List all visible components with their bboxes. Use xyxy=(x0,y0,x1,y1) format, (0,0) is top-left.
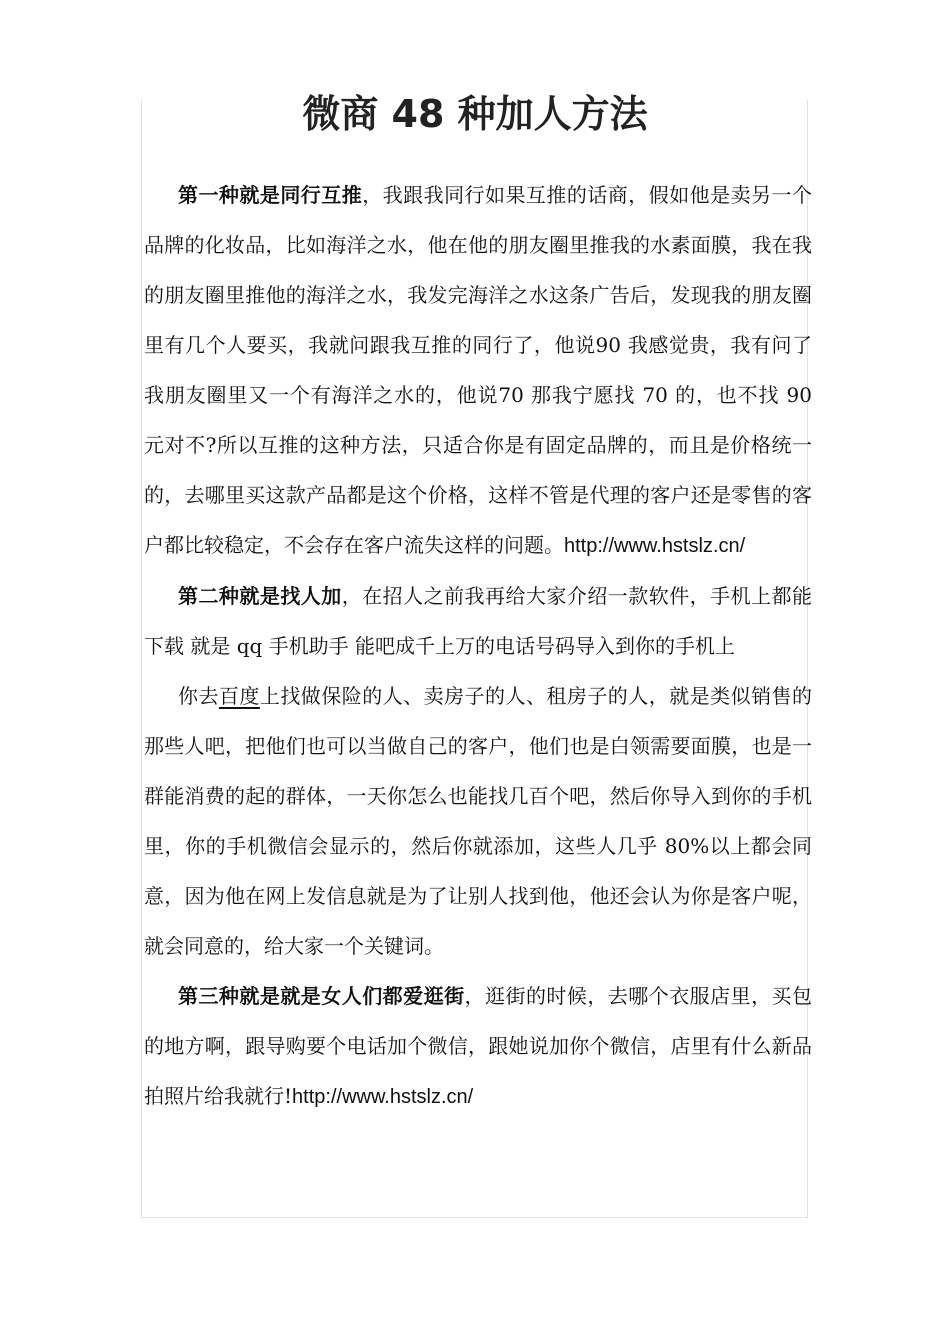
paragraph-3-text: 上找做保险的人、卖房子的人、租房子的人，就是类似销售的那些人吧，把他们也可以当做自己的客户，他们也是白领需要面膜，也是一群能消费的起的群体，一天你怎么也能找几百个吧，然后你导入到你的手机里，你的手机微信会显示的，然后你就添加，这些人几乎 80%以上都会同意，因为他在网上发信息就是为了让别人找到他，他还会认为你是客户呢，就会同意的，给大家一个关键词。 xyxy=(144,684,813,958)
paragraph-2 xyxy=(144,571,812,671)
paragraph-1-link[interactable]: http://www.hstslz.cn/ xyxy=(564,535,746,557)
paragraph-2-text: ，在招人之前我再给大家介绍一款软件，手机上都能下载 就是 qq 手机助手 能吧成千上万的电话号码导入到你的手机上 xyxy=(144,584,813,658)
paragraph-1 xyxy=(144,170,812,571)
document-body xyxy=(144,170,812,1122)
paragraph-1-lead: 第一种就是同行互推 xyxy=(178,183,363,207)
paragraph-4-link[interactable]: http://www.hstslz.cn/ xyxy=(292,1086,474,1108)
paragraph-3 xyxy=(144,671,812,971)
paragraph-3-before: 你去 xyxy=(178,684,219,708)
paragraph-4 xyxy=(144,971,812,1122)
paragraph-4-text: ，逛街的时候，去哪个衣服店里，买包的地方啊，跟导购要个电话加个微信，跟她说加你个微信，店里有什么新品拍照片给我就行! xyxy=(144,984,813,1108)
paragraph-2-lead: 第二种就是找人加 xyxy=(178,584,342,608)
paragraph-3-link-baidu[interactable]: 百度 xyxy=(218,684,260,708)
paragraph-1-text: ，我跟我同行如果互推的话商，假如他是卖另一个品牌的化妆品，比如海洋之水，他在他的朋友圈里推我的水素面膜，我在我的朋友圈里推他的海洋之水，我发完海洋之水这条广告后，发现我的朋友圈里有几个人要买，我就问跟我互推的同行了，他说90 我感觉贵，我有问了我朋友圈里又一个有海洋之水的，他说70 那我宁愿找 70 的，也不找 90 元对不?所以互推的这种方法，只适合你是有固定品牌的，而且是价格统一的，去哪里买这款产品都是这个价格，这样不管是代理的客户还是零售的客户都比较稳定，不会存在客户流失这样的问题。 xyxy=(144,183,813,557)
paragraph-4-lead: 第三种就是就是女人们都爱逛街 xyxy=(178,984,465,1008)
document-title: 微商 48 种加人方法 xyxy=(302,92,648,136)
